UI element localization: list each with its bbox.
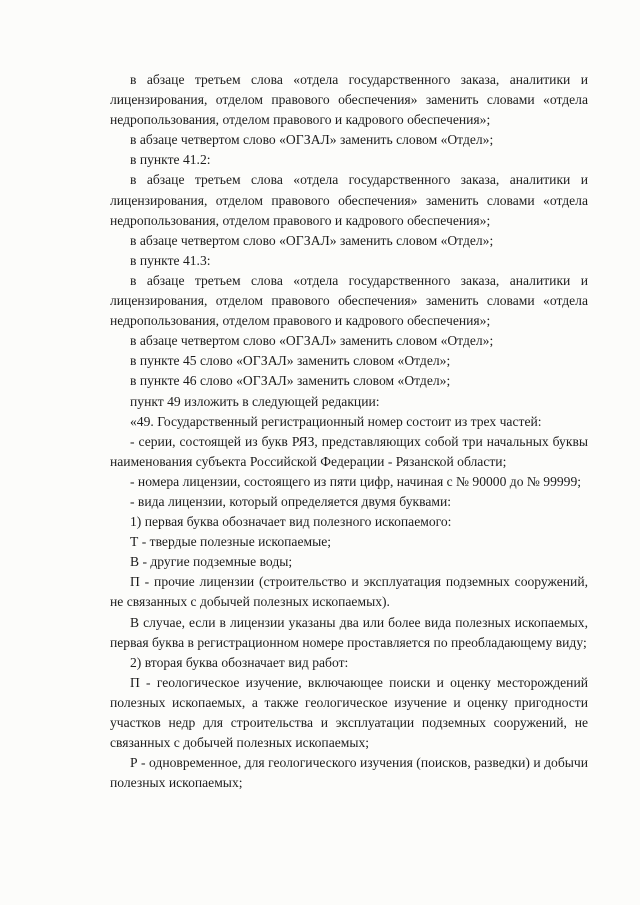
paragraph: Р - одновременное, для геологического изучения (поисков, разведки) и добычи полезных ископаемых; <box>110 755 588 791</box>
paragraph: - номера лицензии, состоящего из пяти цифр, начиная с № 90000 до № 99999; <box>130 473 582 489</box>
paragraph: в пункте 46 слово «ОГЗАЛ» заменить словом «Отдел»; <box>130 373 451 389</box>
paragraph: В случае, если в лицензии указаны два или более вида полезных ископаемых, первая буква в регистрационном номере проставляется по преобладающему виду; <box>110 614 588 650</box>
paragraph: в пункте 45 слово «ОГЗАЛ» заменить словом «Отдел»; <box>130 353 451 369</box>
paragraph: в абзаце четвертом слово «ОГЗАЛ» заменить словом «Отдел»; <box>130 232 494 248</box>
paragraph: В - другие подземные воды; <box>130 554 293 570</box>
paragraph: Т - твердые полезные ископаемые; <box>130 534 332 550</box>
paragraph: в абзаце третьем слова «отдела государственного заказа, аналитики и лицензирования, отделом правового обеспечения» заменить словами «отдела недропользования, отделом правового и кадрового обеспечения»; <box>110 272 588 329</box>
paragraph: в абзаце четвертом слово «ОГЗАЛ» заменить словом «Отдел»; <box>130 333 494 349</box>
paragraph: в абзаце третьем слова «отдела государственного заказа, аналитики и лицензирования, отделом правового обеспечения» заменить словами «отдела недропользования, отделом правового и кадрового обеспечения»; <box>110 172 588 228</box>
paragraph: - вида лицензии, который определяется двумя буквами: <box>130 493 452 509</box>
document-body <box>110 70 588 793</box>
paragraph: в абзаце четвертом слово «ОГЗАЛ» заменить словом «Отдел»; <box>130 132 494 148</box>
paragraph: в абзаце третьем слова «отдела государственного заказа, аналитики и лицензирования, отделом правового обеспечения» заменить словами «отдела недропользования, отделом правового и кадрового обеспечения»; <box>110 72 588 128</box>
paragraph: П - прочие лицензии (строительство и эксплуатация подземных сооружений, не связанных с добычей полезных ископаемых). <box>110 574 588 610</box>
paragraph: 2) вторая буква обозначает вид работ: <box>130 654 349 670</box>
paragraph: «49. Государственный регистрационный номер состоит из трех частей: <box>130 413 542 429</box>
paragraph: П - геологическое изучение, включающее поиски и оценку месторождений полезных ископаемых, а также геологическое изучение и оценку пригодности участков недр для строительства и эксплуатации подземных сооружений, не связанных с добычей полезных ископаемых; <box>110 674 588 751</box>
paragraph: 1) первая буква обозначает вид полезного ископаемого: <box>130 514 452 530</box>
paragraph: в пункте 41.3: <box>130 252 211 268</box>
paragraph: пункт 49 изложить в следующей редакции: <box>130 393 380 409</box>
paragraph: в пункте 41.2: <box>130 152 211 168</box>
paragraph: - серии, состоящей из букв РЯЗ, представляющих собой три начальных буквы наименования субъекта Российской Федерации - Рязанской области; <box>110 433 588 469</box>
